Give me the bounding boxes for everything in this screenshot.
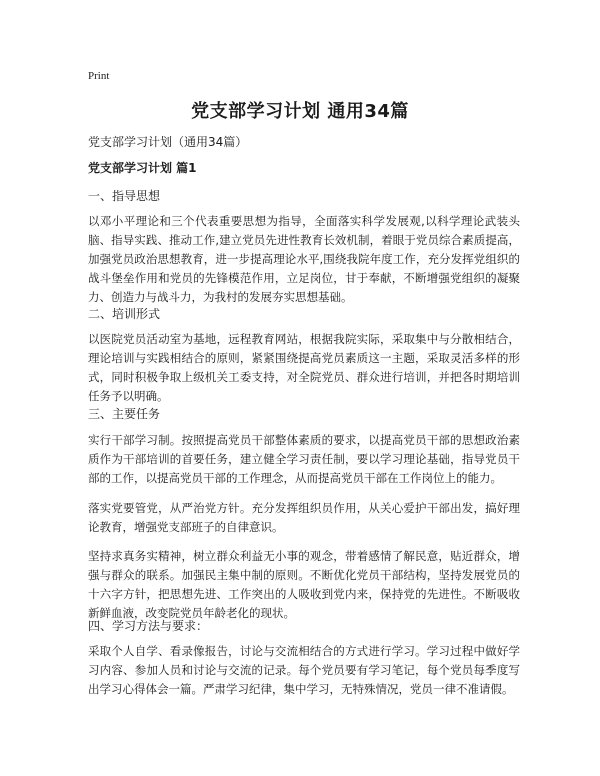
paragraph-study-methods: 采取个人自学、看录像报告，讨论与交流相结合的方式进行学习。学习过程中做好学习内容、参加人员和讨论与交流的记录。每个党员要有学习笔记，每个党员每季度写出学习心得体会一篇。严肃学习纪律，集中学习，无特殊情况，党员一律不准请假。 xyxy=(88,644,520,696)
paragraph-task: 坚持求真务实精神，树立群众利益无小事的观念，带着感情了解民意，贴近群众，增强与群众的联系。加强民主集中制的原则。不断优化党员干部结构，坚持发展党员的十六字方针，把思想先进、工作突出的人吸收到党内来，保持党的先进性。不断吸收新鲜血液，改变院党员年龄老化的现状。 xyxy=(88,549,520,620)
heading-guiding-ideology: 一、指导思想 xyxy=(88,189,161,203)
heading-training-format: 二、培训形式 xyxy=(88,307,161,321)
heading-main-tasks: 三、主要任务 xyxy=(88,407,161,421)
paragraph-task: 落实党要管党，从严治党方针。充分发挥组织员作用，从关心爱护干部出发，搞好理论教育，增强党支部班子的自律意识。 xyxy=(88,501,520,534)
print-link[interactable]: Print xyxy=(88,70,110,82)
page-title: 党支部学习计划 通用34篇 xyxy=(191,101,409,122)
paragraph-task: 实行干部学习制。按照提高党员干部整体素质的要求，以提高党员干部的思想政治素质作为干部培训的首要任务，建立健全学习责任制，要以学习理论基础，指导党员干部的工作，以提高党员干部的工作理念，从而提高党员干部在工作岗位上的能力。 xyxy=(88,433,520,485)
heading-study-methods: 四、学习方法与要求： xyxy=(88,619,209,633)
section-heading: 党支部学习计划 篇1 xyxy=(88,161,197,175)
paragraph-training-format: 以医院党员活动室为基地，远程教育网站，根据我院实际，采取集中与分散相结合，理论培训与实践相结合的原则，紧紧围绕提高党员素质这一主题，采取灵活多样的形式，同时积极争取上级机关工委支持，对全院党员、群众进行培训，并把各时期培训任务予以明确。 xyxy=(88,332,520,403)
document-subtitle: 党支部学习计划（通用34篇） xyxy=(88,135,248,149)
paragraph-guiding-ideology: 以邓小平理论和三个代表重要思想为指导，全面落实科学发展观,以科学理论武装头脑、指导实践、推动工作,建立党员先进性教育长效机制，着眼于党员综合素质提高，加强党员政治思想教育，进一步提高理论水平,围绕我院年度工作，充分发挥党组织的战斗堡垒作用和党员的先锋模范作用，立足岗位，甘于奉献，不断增强党组织的凝聚力、创造力与战斗力，为我村的发展夯实思想基础。 xyxy=(88,214,520,304)
